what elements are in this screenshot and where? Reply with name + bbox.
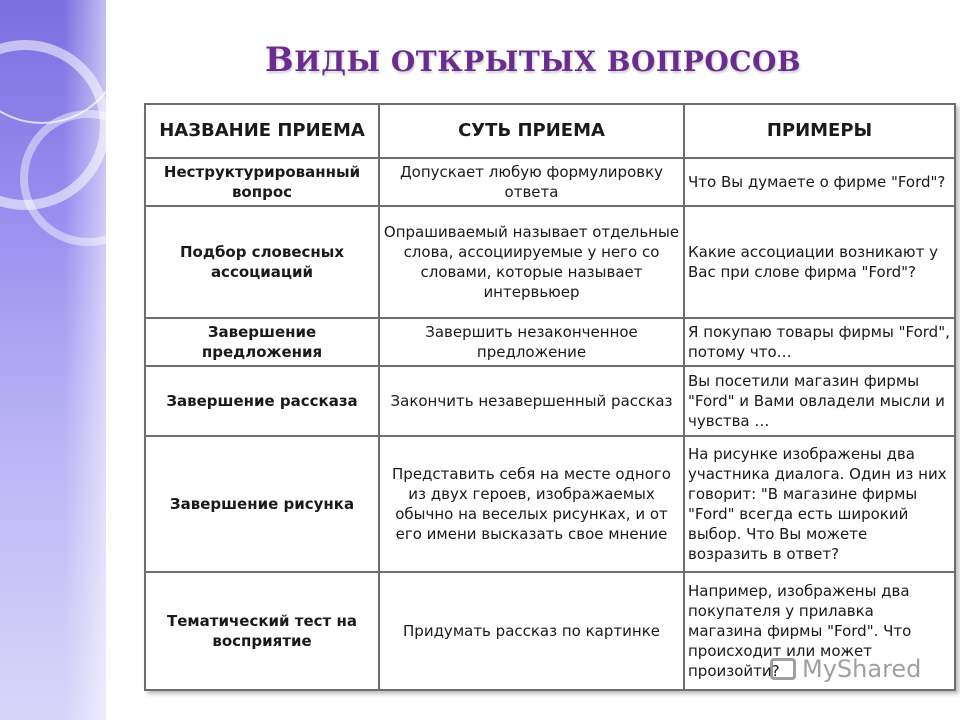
table-header-row xyxy=(145,104,955,158)
technique-name: Завершение предложения xyxy=(145,318,379,366)
header-examples: ПРИМЕРЫ xyxy=(684,104,955,158)
title-first-letter: В xyxy=(264,40,295,80)
table-row xyxy=(145,366,955,436)
presentation-icon xyxy=(770,658,796,680)
technique-name: Подбор словесных ассоциаций xyxy=(145,206,379,318)
decorative-side-band xyxy=(0,0,106,720)
title-rest: ИДЫ ОТКРЫТЫХ ВОПРОСОВ xyxy=(294,45,802,78)
technique-name: Завершение рисунка xyxy=(145,436,379,572)
technique-essence: Опрашиваемый называет отдельные слова, ассоциируемые у него со словами, которые называет интервьюер xyxy=(379,206,684,318)
technique-example: Какие ассоциации возникают у Вас при слове фирма "Ford"? xyxy=(684,206,955,318)
table-row xyxy=(145,436,955,572)
technique-essence: Представить себя на месте одного из двух героев, изображаемых обычно на веселых рисунках, и от его имени высказать свое мнение xyxy=(379,436,684,572)
technique-essence: Придумать рассказ по картинке xyxy=(379,572,684,690)
header-technique-essence: СУТЬ ПРИЕМА xyxy=(379,104,684,158)
technique-example: Например, изображены два покупателя у прилавка магазина фирмы "Ford". Что происходит или может произойти? xyxy=(684,572,955,690)
technique-name: Тематический тест на восприятие xyxy=(145,572,379,690)
table-row xyxy=(145,206,955,318)
slide-title xyxy=(106,40,960,80)
technique-name: Неструктурированный вопрос xyxy=(145,158,379,206)
technique-essence: Закончить незавершенный рассказ xyxy=(379,366,684,436)
header-technique-name: НАЗВАНИЕ ПРИЕМА xyxy=(145,104,379,158)
technique-essence: Завершить незаконченное предложение xyxy=(379,318,684,366)
technique-name: Завершение рассказа xyxy=(145,366,379,436)
watermark-text: MyShared xyxy=(802,655,922,683)
technique-essence: Допускает любую формулировку ответа xyxy=(379,158,684,206)
technique-example: Я покупаю товары фирмы "Ford", потому что… xyxy=(684,318,955,366)
technique-example: Вы посетили магазин фирмы "Ford" и Вами овладели мысли и чувства … xyxy=(684,366,955,436)
open-questions-table xyxy=(144,103,956,691)
watermark xyxy=(770,655,921,683)
table-row xyxy=(145,318,955,366)
technique-example: На рисунке изображены два участника диалога. Один из них говорит: "В магазине фирмы "Ford" всегда есть широкий выбор. Что Вы можете возразить в ответ? xyxy=(684,436,955,572)
technique-example: Что Вы думаете о фирме "Ford"? xyxy=(684,158,955,206)
table-row xyxy=(145,158,955,206)
